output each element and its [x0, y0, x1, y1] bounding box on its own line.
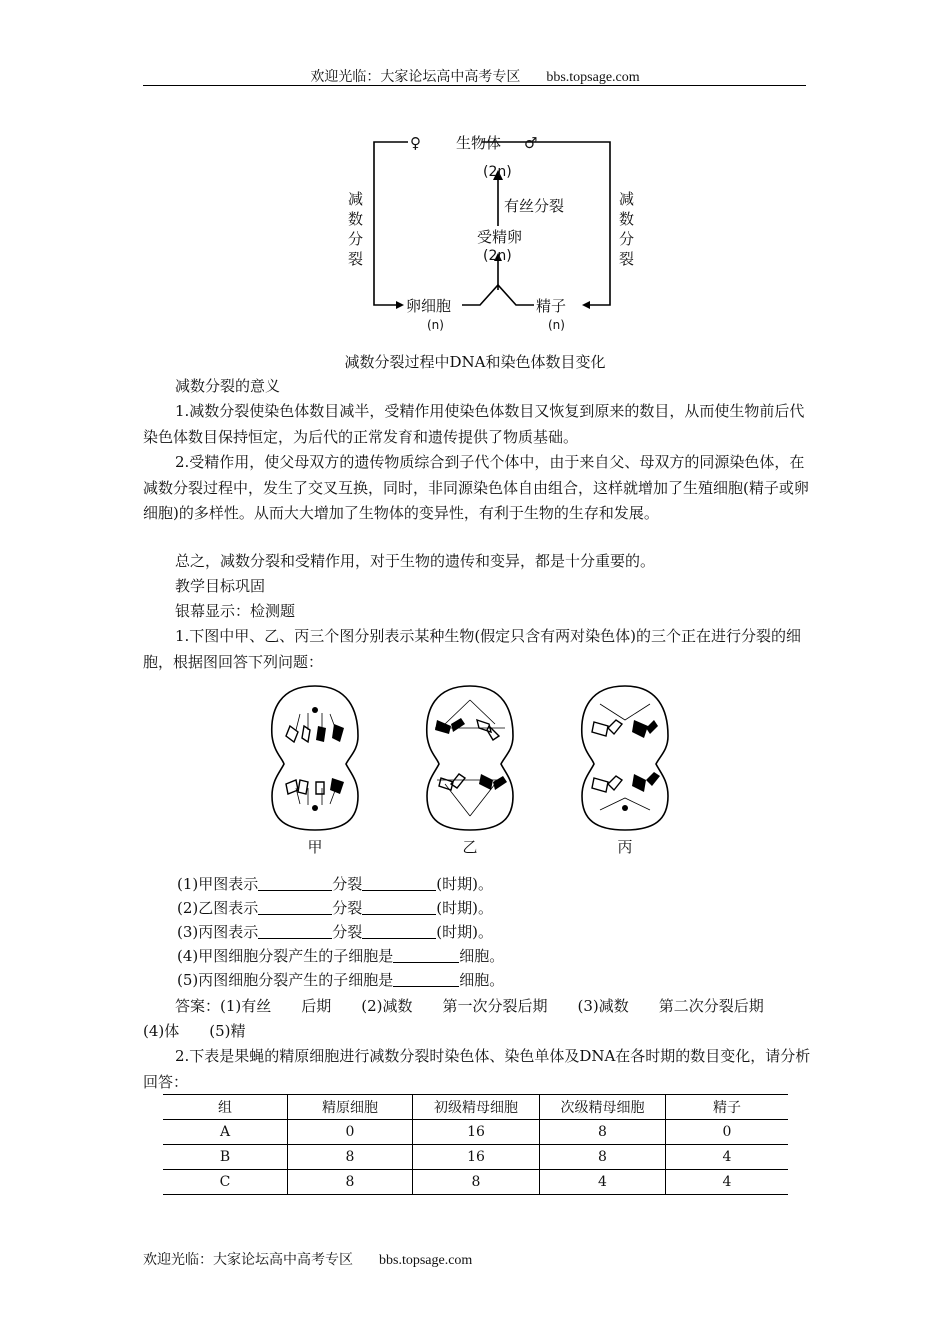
subquestion-text: (4)甲图细胞分裂产生的子细胞是 — [177, 947, 394, 965]
header-divider — [143, 85, 806, 86]
subquestion-text: (2)乙图表示 — [177, 899, 259, 917]
data-table — [163, 1094, 788, 1195]
table-cell: B — [163, 1145, 288, 1170]
figure-caption: 减数分裂过程中DNA和染色体数目变化 — [344, 353, 606, 371]
ploidy-top: (2n) — [483, 164, 512, 180]
footer-text: 欢迎光临：大家论坛高中高考专区 — [143, 1252, 353, 1268]
right-side-char: 减 — [619, 190, 635, 208]
subquestion-text: (时期)。 — [436, 923, 493, 941]
left-side-char: 分 — [348, 230, 364, 248]
table-cell: 8 — [540, 1120, 666, 1145]
footer-url[interactable]: bbs.topsage.com — [379, 1253, 473, 1268]
cell-label-bing: 丙 — [617, 838, 633, 856]
right-side-char: 分 — [619, 230, 635, 248]
table-header-cell: 精原细胞 — [288, 1095, 413, 1120]
ploidy-egg: (n) — [427, 318, 444, 332]
answer-line-2: (4)体 (5)精 — [143, 1022, 246, 1040]
mitosis-label: 有丝分裂 — [504, 197, 565, 215]
subquestion-text: 分裂 — [332, 923, 363, 941]
answer-blank[interactable] — [362, 899, 436, 915]
table-header-cell: 组 — [163, 1095, 288, 1120]
subquestion-1 — [177, 872, 493, 897]
answer-blank[interactable] — [393, 971, 459, 987]
table-cell: 8 — [413, 1170, 540, 1195]
heading-meaning: 减数分裂的意义 — [175, 377, 281, 395]
table-header-cell: 精子 — [666, 1095, 789, 1120]
subquestion-text: 分裂 — [332, 899, 363, 917]
subquestion-text: (3)丙图表示 — [177, 923, 259, 941]
table-header-row — [163, 1095, 788, 1120]
question-1: 1.下图中甲、乙、丙三个图分别表示某种生物(假定只含有两对染色体)的三个正在进行分裂的细胞，根据图回答下列问题： — [143, 627, 802, 671]
subquestion-text: 分裂 — [332, 875, 363, 893]
subquestion-text: 细胞。 — [459, 971, 505, 989]
subquestion-5 — [177, 968, 504, 993]
diagram-top-label: 生物体 — [456, 134, 502, 152]
subquestion-text: (5)丙图细胞分裂产生的子细胞是 — [177, 971, 394, 989]
cell-label-jia: 甲 — [307, 838, 323, 856]
table-cell: A — [163, 1120, 288, 1145]
table-cell: 16 — [413, 1145, 540, 1170]
answer-blank[interactable] — [258, 923, 332, 939]
answer-blank[interactable] — [258, 875, 332, 891]
goal-heading: 教学目标巩固 — [175, 577, 266, 595]
right-side-char: 裂 — [619, 250, 635, 268]
table-row — [163, 1170, 788, 1195]
table-cell: 8 — [540, 1145, 666, 1170]
subquestion-4 — [177, 944, 504, 969]
subquestion-text: (1)甲图表示 — [177, 875, 259, 893]
table-cell: 4 — [666, 1170, 789, 1195]
table-cell: 8 — [288, 1145, 413, 1170]
answer-blank[interactable] — [258, 899, 332, 915]
table-cell: 0 — [288, 1120, 413, 1145]
ploidy-sperm: (n) — [548, 318, 565, 332]
zygote-label: 受精卵 — [477, 228, 523, 246]
ploidy-zygote: (2n) — [483, 248, 512, 264]
summary-paragraph: 总之，减数分裂和受精作用，对于生物的遗传和变异，都是十分重要的。 — [175, 552, 656, 570]
page-header — [0, 66, 950, 86]
header-text: 欢迎光临：大家论坛高中高考专区 — [310, 69, 521, 85]
table-cell: 16 — [413, 1120, 540, 1145]
subquestion-3 — [177, 920, 493, 945]
female-sign: ♀ — [410, 134, 421, 152]
subquestion-text: (时期)。 — [436, 899, 493, 917]
left-side-char: 减 — [348, 190, 364, 208]
egg-label: 卵细胞 — [406, 297, 452, 315]
table-cell: 4 — [666, 1145, 789, 1170]
cell-jia — [272, 686, 358, 830]
subquestion-2 — [177, 896, 493, 921]
question-2: 2.下表是果蝇的精原细胞进行减数分裂时染色体、染色单体及DNA在各时期的数目变化，请分析回答： — [143, 1047, 811, 1091]
right-side-char: 数 — [619, 210, 635, 228]
answer-blank[interactable] — [362, 875, 436, 891]
lifecycle-diagram — [340, 120, 640, 340]
cell-figures — [260, 680, 680, 860]
table-row — [163, 1120, 788, 1145]
subquestion-text: 细胞。 — [459, 947, 505, 965]
cell-bing — [582, 686, 668, 830]
male-sign: ♂ — [524, 134, 538, 152]
page-footer — [143, 1249, 472, 1269]
left-side-char: 数 — [348, 210, 364, 228]
answer-blank[interactable] — [393, 947, 459, 963]
table-cell: 8 — [288, 1170, 413, 1195]
subquestion-text: (时期)。 — [436, 875, 493, 893]
table-header-cell: 初级精母细胞 — [413, 1095, 540, 1120]
table-cell: 4 — [540, 1170, 666, 1195]
table-header-cell: 次级精母细胞 — [540, 1095, 666, 1120]
answer-line-1: 答案：(1)有丝 后期 (2)减数 第一次分裂后期 (3)减数 第二次分裂后期 — [175, 997, 764, 1015]
left-side-char: 裂 — [348, 250, 364, 268]
cell-label-yi: 乙 — [462, 838, 478, 856]
table-cell: 0 — [666, 1120, 789, 1145]
table-cell: C — [163, 1170, 288, 1195]
screen-heading: 银幕显示：检测题 — [175, 602, 296, 620]
paragraph-1: 1.减数分裂使染色体数目减半，受精作用使染色体数目又恢复到原来的数目，从而使生物前后代染色体数目保持恒定，为后代的正常发育和遗传提供了物质基础。 — [143, 402, 805, 446]
sperm-label: 精子 — [536, 297, 567, 315]
cell-yi — [427, 686, 513, 830]
answer-blank[interactable] — [362, 923, 436, 939]
paragraph-2: 2.受精作用，使父母双方的遗传物质综合到子代个体中，由于来自父、母双方的同源染色体，在减数分裂过程中，发生了交叉互换，同时，非同源染色体自由组合，这样就增加了生殖细胞(精子或卵细胞)的多样性。从而大大增加了生物体的变异性，有利于生物的生存和发展。 — [143, 453, 809, 522]
table-row — [163, 1145, 788, 1170]
header-url[interactable]: bbs.topsage.com — [546, 70, 640, 85]
